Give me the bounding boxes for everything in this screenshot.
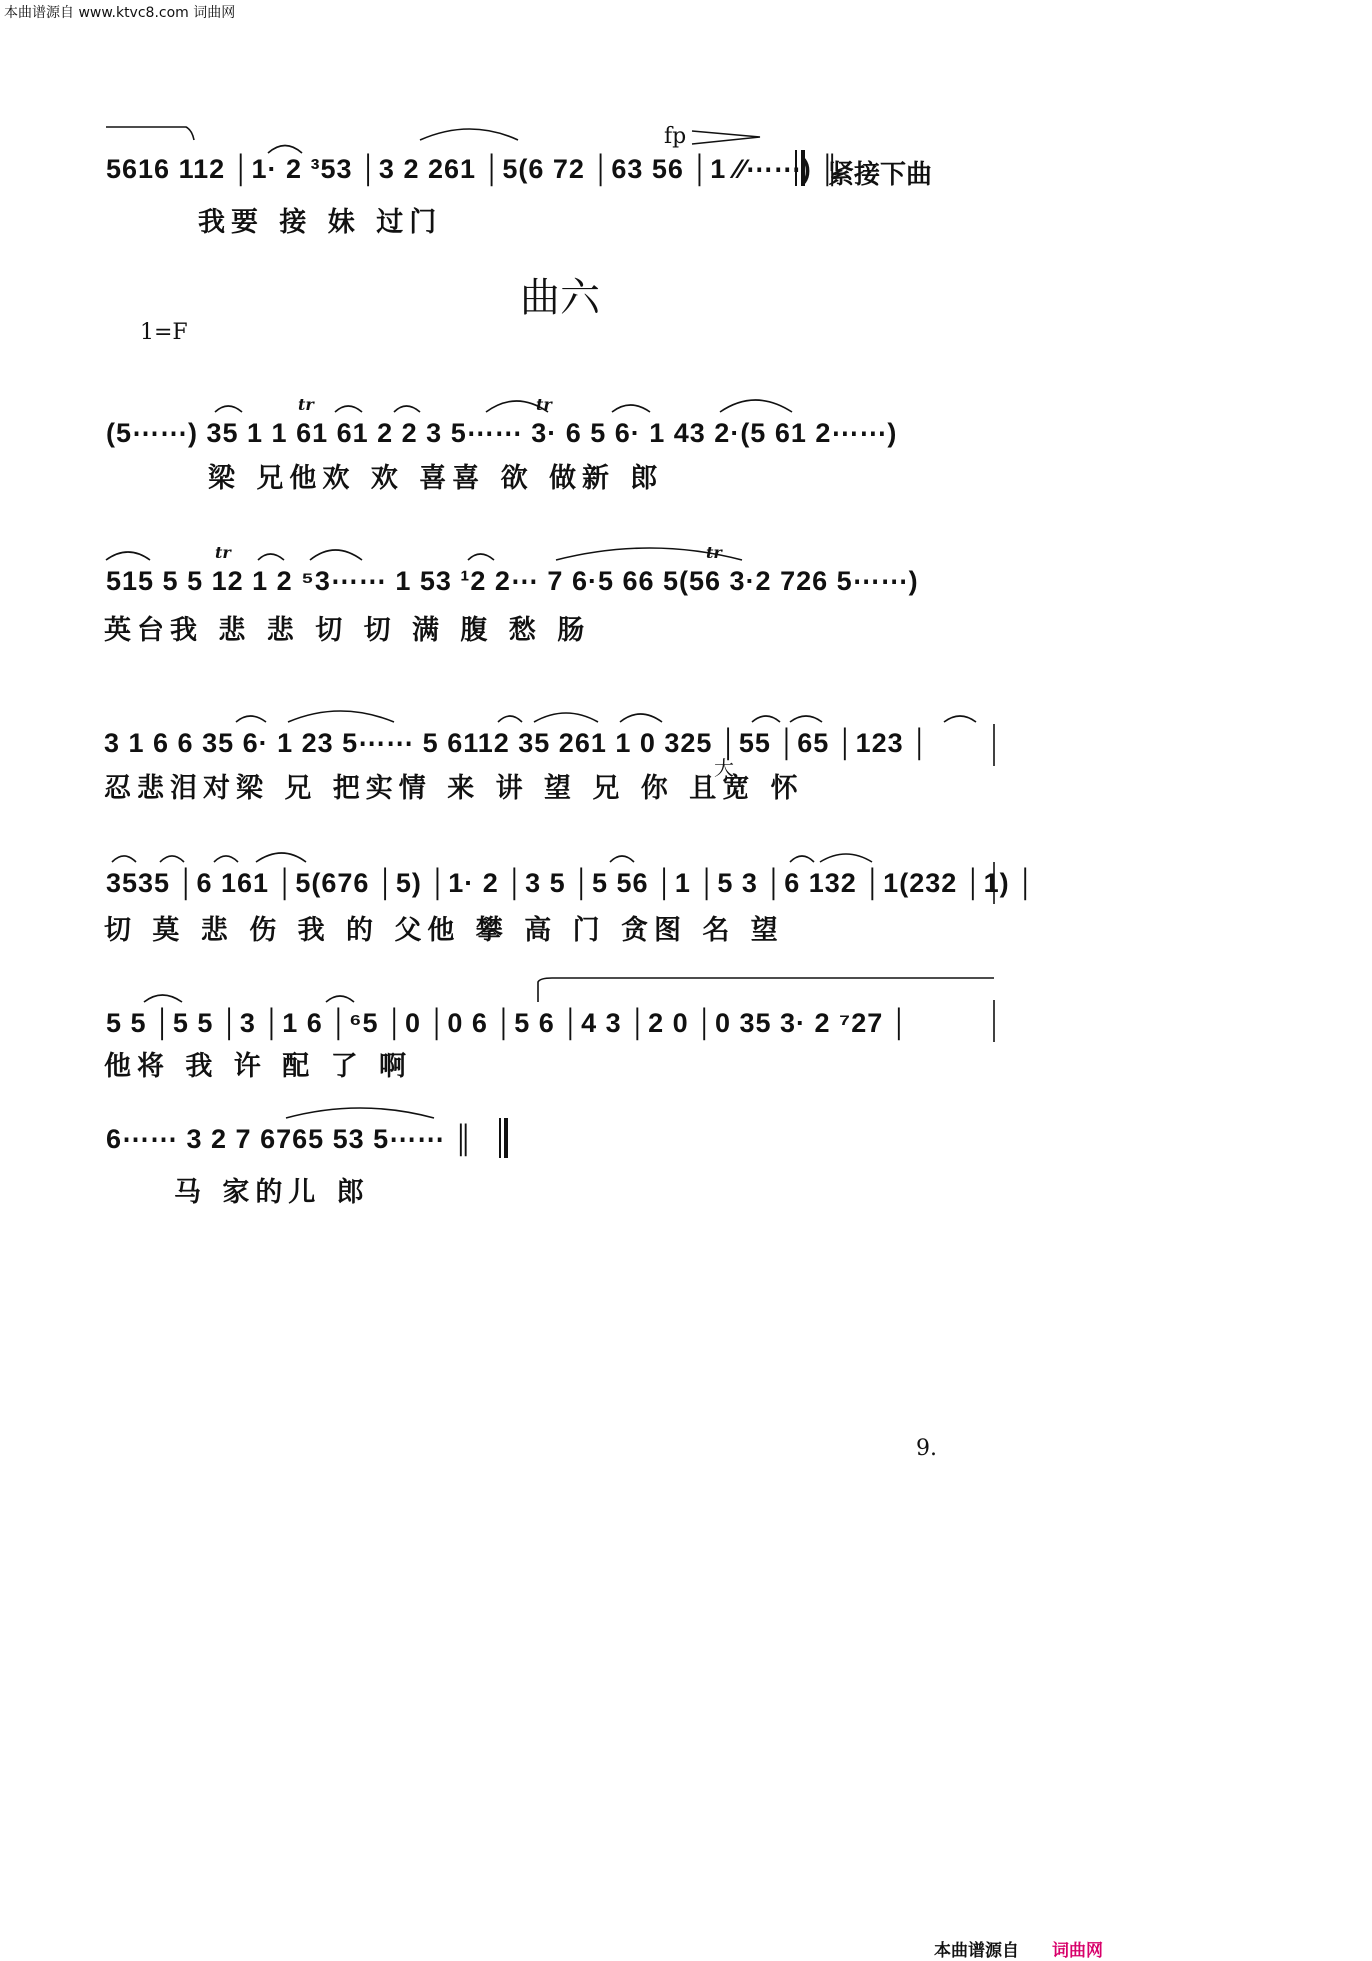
notation-line-3: 515 5 5 12 1 2 ⁵3⋯⋯ 1 53 ¹2 2⋯ 7 6·5 66 5(56 3·2 726 5⋯⋯): [106, 566, 919, 596]
notation-line-5: 3535 │6 161 │5(676 │5) │1· 2 │3 5 │5 56 │1 │5 3 │6 132 │1(232 │1) │: [106, 868, 1036, 898]
footer-brand: 词曲网: [1052, 1941, 1103, 1961]
slur-mark: [268, 146, 302, 154]
key-signature: 1=F: [140, 320, 188, 345]
lyrics-line-7: 马 家的儿 郎: [174, 1177, 370, 1208]
hairpin-mark: [692, 131, 760, 144]
footer-source: 本曲谱源自: [934, 1941, 1019, 1961]
instruction-text: 紧接下曲: [828, 160, 933, 190]
svg-text:tr: tr: [298, 395, 314, 414]
page-number: 9.: [916, 1436, 937, 1461]
watermark-header: 本曲谱源自 www.ktvc8.com 词曲网: [4, 5, 236, 21]
lyrics-line-1: 我要 接 妹 过门: [198, 207, 443, 238]
lyrics-line-6: 他将 我 许 配 了 啊: [104, 1051, 412, 1082]
notation-line-7: 6⋯⋯ 3 2 7 6765 53 5⋯⋯ ║: [106, 1124, 474, 1154]
notation-line-6: 5 5 │5 5 │3 │1 6 │⁶5 │0 │0 6 │5 6 │4 3 │2 0 │0 35 3· 2 ⁷27 │: [106, 1008, 910, 1038]
notation-line-1: 5616 112 │1· 2 ³53 │3 2 261 │5(6 72 │63 56 │1 ⁄⁄⋯⋯) ║: [106, 154, 841, 184]
small-mark-da: 大: [714, 756, 734, 780]
notation-line-4: 3 1 6 6 35 6· 1 23 5⋯⋯ 5 6112 35 261 1 0 325 │55 │65 │123 │: [104, 728, 931, 758]
lyrics-line-4: 忍悲泪对梁 兄 把实情 来 讲 望 兄 你 且宽 怀: [104, 773, 804, 804]
lyrics-line-3: 英台我 悲 悲 切 切 满 腹 愁 肠: [104, 615, 591, 646]
svg-text:tr: tr: [215, 543, 231, 562]
notation-line-2: (5⋯⋯) 35 1 1 61 61 2 2 3 5⋯⋯ 3· 6 5 6· 1 43 2·(5 61 2⋯⋯): [106, 418, 898, 448]
lyrics-line-5: 切 莫 悲 伤 我 的 父他 攀 高 门 贪图 名 望: [104, 915, 784, 946]
slur-mark: [106, 127, 194, 140]
svg-text:tr: tr: [536, 395, 552, 414]
dynamic-marking: fp: [664, 124, 687, 149]
slur-mark: [420, 129, 518, 140]
song-title: 曲六: [520, 275, 600, 321]
svg-text:tr: tr: [706, 543, 722, 562]
lyrics-line-2: 梁 兄他欢 欢 喜喜 欲 做新 郎: [208, 463, 664, 494]
